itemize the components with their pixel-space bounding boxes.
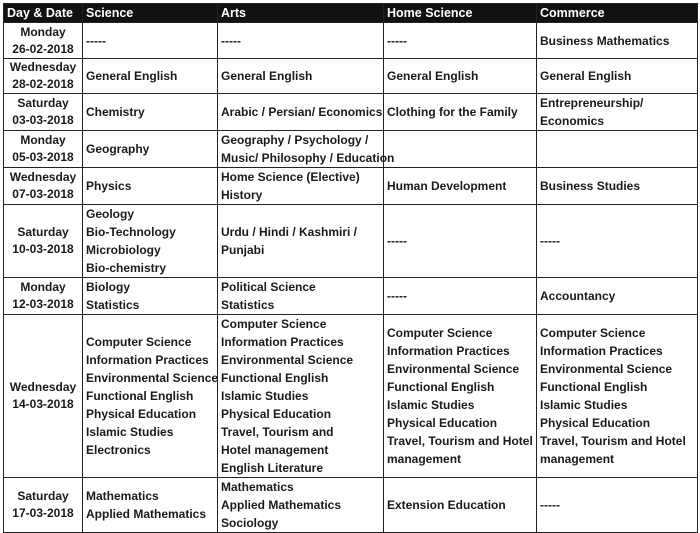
subject-line: Travel, Tourism and Hotel [540,434,686,448]
subject-line: Computer Science [387,326,493,340]
subject-line: Mathematics [221,480,294,494]
commerce-cell [537,168,698,205]
subject-line: General English [540,69,632,83]
subject-line: Biology [86,280,130,294]
header-science: Science [83,4,218,23]
subject-line: Chemistry [86,105,145,119]
subject-line: ----- [540,498,560,512]
commerce-cell [537,205,698,278]
subject-line: Physical Education [86,407,197,421]
subject-line: Political Science [221,280,316,294]
subject-line: Home Science (Elective) [221,170,360,184]
home-science-cell [384,478,537,533]
schedule-row [4,59,698,94]
subject-line: ----- [86,33,106,48]
subject-line: Environmental Science [86,371,219,385]
home-science-cell [384,131,537,168]
schedule-row [4,478,698,533]
home-science-cell [384,59,537,94]
subject-line: Bio-Technology [86,225,176,239]
day-label: Saturday [17,96,69,110]
commerce-cell [537,478,698,533]
subject-line: Information Practices [86,353,209,367]
subject-line: ----- [387,289,407,303]
home-science-cell [384,278,537,315]
arts-cell [218,131,395,168]
date-label: 10-03-2018 [12,242,74,256]
subject-line: management [387,452,462,466]
schedule-body [4,23,698,533]
subject-line: Information Practices [387,344,510,358]
schedule-row [4,168,698,205]
day-date-cell [4,168,83,205]
day-date-cell [4,94,83,131]
day-date-cell [4,205,83,278]
subject-line: Extension Education [387,498,506,512]
subject-line: Computer Science [221,317,327,331]
arts-cell [218,205,384,278]
schedule-row [4,205,698,278]
date-label: 17-03-2018 [12,506,74,520]
schedule-row [4,315,698,478]
subject-line: Clothing for the Family [387,105,518,119]
subject-line: Functional English [387,380,495,394]
science-cell [83,94,218,131]
subject-line: Environmental Science [221,353,354,367]
subject-line: Arabic / Persian/ Economics [221,105,383,119]
science-cell [83,59,218,94]
subject-line: Geology [86,207,135,221]
subject-line: Information Practices [221,335,344,349]
day-label: Monday [20,133,66,147]
home-science-cell [384,23,537,59]
science-cell [83,205,218,278]
subject-line: Electronics [86,443,151,457]
subject-line: General English [387,69,479,83]
header-arts: Arts [218,4,384,23]
subject-line: ----- [540,234,560,248]
science-cell [83,131,218,168]
date-label: 28-02-2018 [12,77,74,91]
subject-line: Islamic Studies [540,398,628,412]
commerce-cell [537,315,698,478]
subject-line: History [221,188,263,202]
subject-line: Functional English [540,380,648,394]
home-science-cell [384,168,537,205]
subject-line: Travel, Tourism and [221,425,334,439]
date-label: 05-03-2018 [12,150,74,164]
schedule-row [4,23,698,59]
subject-line: Accountancy [540,289,616,303]
commerce-cell [537,278,698,315]
subject-line: Environmental Science [540,362,673,376]
subject-line: Physical Education [387,416,498,430]
arts-cell [218,278,384,315]
subject-line: Computer Science [540,326,646,340]
subject-line: Microbiology [86,243,161,257]
arts-cell [218,478,384,533]
commerce-cell [537,131,698,168]
schedule-row [4,94,698,131]
home-science-cell [384,94,537,131]
arts-cell [218,59,384,94]
header-commerce: Commerce [537,4,698,23]
subject-line: General English [221,69,313,83]
home-science-cell [384,205,537,278]
commerce-cell [537,23,698,59]
header-day-date: Day & Date [4,4,83,23]
subject-line: Economics [540,114,605,128]
date-label: 07-03-2018 [12,187,74,201]
subject-line: English Literature [221,461,324,475]
subject-line: Computer Science [86,335,192,349]
subject-line: Mathematics [86,489,159,503]
subject-line: Urdu / Hindi / Kashmiri / [221,225,358,239]
header-row [4,4,698,23]
subject-line: ----- [221,33,241,48]
schedule-row [4,131,698,168]
day-label: Monday [20,280,66,294]
science-cell [83,315,218,478]
day-date-cell [4,23,83,59]
subject-line: Entrepreneurship/ [540,96,644,110]
arts-cell [218,168,384,205]
subject-line: Applied Mathematics [221,498,342,512]
day-label: Wednesday [9,380,77,394]
subject-line: Functional English [86,389,194,403]
date-label: 03-03-2018 [12,113,74,127]
subject-line: Music/ Philosophy / Education [221,151,395,165]
subject-line: Environmental Science [387,362,520,376]
subject-line: Sociology [221,516,279,530]
day-label: Monday [20,24,66,39]
arts-cell [218,315,384,478]
day-label: Saturday [17,489,69,503]
arts-cell [218,23,384,59]
subject-line: Physics [86,179,132,193]
subject-line: Islamic Studies [86,425,174,439]
subject-line: Geography / Psychology / [221,133,369,147]
subject-line: Statistics [221,298,275,312]
day-date-cell [4,59,83,94]
day-date-cell [4,315,83,478]
subject-line: Human Development [387,179,507,193]
day-label: Wednesday [9,170,77,184]
subject-line: ----- [387,234,407,248]
subject-line: Hotel management [221,443,329,457]
science-cell [83,168,218,205]
subject-line: Physical Education [540,416,651,430]
arts-cell [218,94,384,131]
subject-line: Functional English [221,371,329,385]
subject-line: ----- [387,33,407,48]
subject-line: Statistics [86,298,140,312]
science-cell [83,478,218,533]
exam-schedule-table [3,3,698,533]
subject-line: Travel, Tourism and Hotel [387,434,533,448]
date-label: 14-03-2018 [12,397,74,411]
day-date-cell [4,278,83,315]
day-label: Wednesday [9,60,77,74]
subject-line: Punjabi [221,243,265,257]
subject-line: General English [86,69,178,83]
subject-line: Applied Mathematics [86,507,207,521]
science-cell [83,23,218,59]
header-home-science: Home Science [384,4,537,23]
subject-line: Geography [86,142,150,156]
home-science-cell [384,315,537,478]
subject-line: management [540,452,615,466]
subject-line: Information Practices [540,344,663,358]
subject-line: Business Studies [540,179,641,193]
schedule-row [4,278,698,315]
subject-line: Business Mathematics [540,33,670,48]
commerce-cell [537,94,698,131]
subject-line: Islamic Studies [221,389,309,403]
date-label: 12-03-2018 [12,297,74,311]
subject-line: Islamic Studies [387,398,475,412]
subject-line: Bio-chemistry [86,261,167,275]
day-date-cell [4,131,83,168]
day-label: Saturday [17,225,69,239]
subject-line: Physical Education [221,407,332,421]
science-cell [83,278,218,315]
day-date-cell [4,478,83,533]
date-label: 26-02-2018 [12,41,74,56]
commerce-cell [537,59,698,94]
